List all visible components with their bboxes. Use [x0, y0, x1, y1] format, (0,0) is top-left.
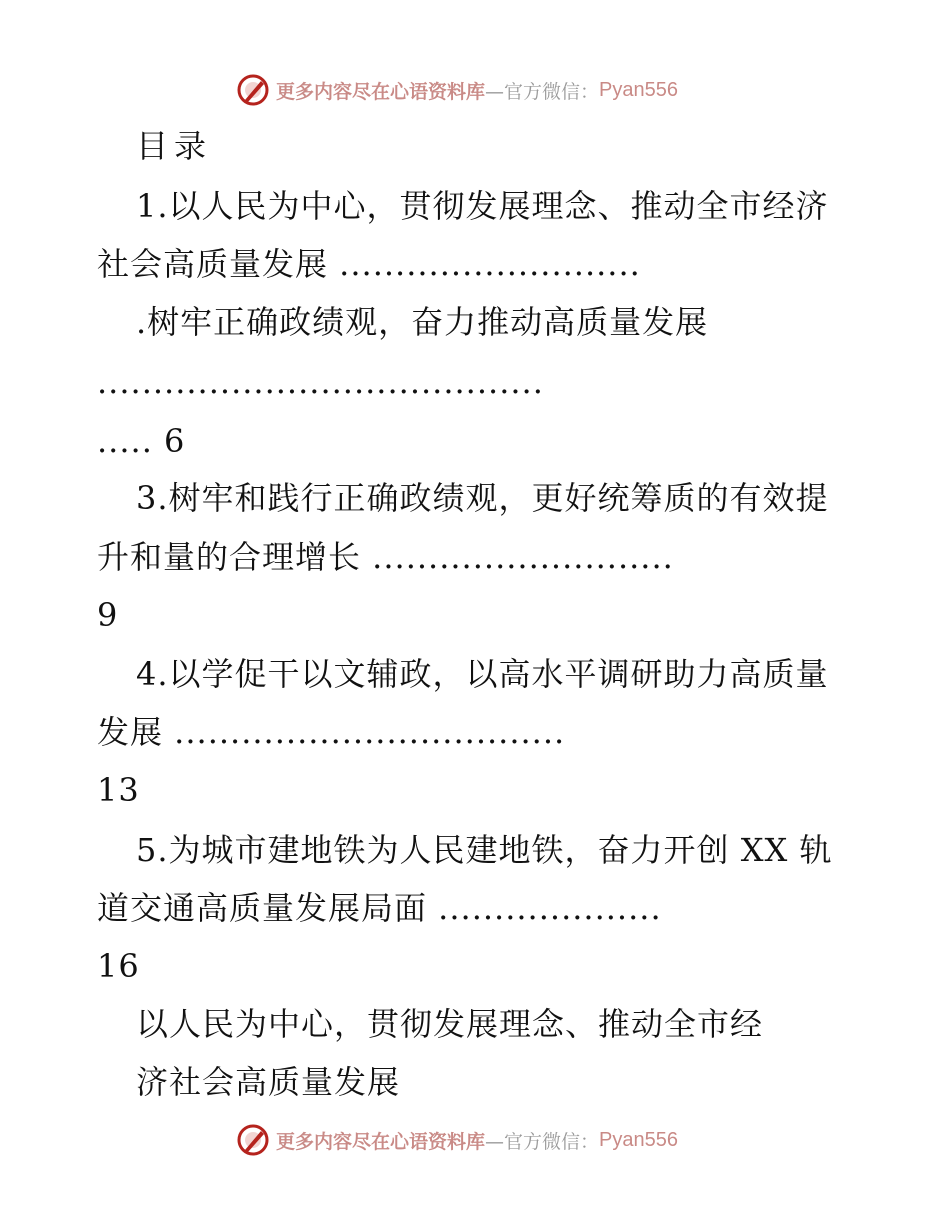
watermark-wechat-id: Pyan556	[599, 1128, 678, 1151]
toc-entry-5-line-3: 16	[97, 947, 140, 985]
toc-entry-3-line-2: 升和量的合理增长 ...........................	[97, 538, 674, 576]
toc-title: 目录	[136, 127, 213, 165]
watermark-wechat-id: Pyan556	[599, 78, 678, 101]
watermark-footer	[236, 1122, 678, 1158]
section-title-line-1: 以人民为中心，贯彻发展理念、推动全市经	[136, 1005, 764, 1043]
toc-entry-1-line-2: 社会高质量发展 ...........................	[97, 245, 641, 283]
toc-entry-3-line-3: 9	[97, 596, 119, 634]
toc-entry-4-line-2: 发展 ...................................	[97, 713, 566, 751]
toc-entry-2-line-2: ........................................	[97, 363, 544, 401]
section-title-line-2: 济社会高质量发展	[136, 1063, 401, 1101]
toc-entry-5-line-1: 5.为城市建地铁为人民建地铁，奋力开创 XX 轨	[136, 831, 833, 869]
watermark-main-text: 更多内容尽在心语资料库	[276, 80, 486, 103]
pen-logo-icon	[236, 1123, 270, 1157]
watermark-header	[236, 72, 678, 108]
toc-entry-2-line-1: .树牢正确政绩观，奋力推动高质量发展	[136, 303, 709, 341]
toc-entry-2-line-3: ..... 6	[97, 422, 186, 460]
toc-entry-3-line-1: 3.树牢和践行正确政绩观，更好统筹质的有效提	[136, 479, 829, 517]
toc-entry-4-line-3: 13	[97, 771, 140, 809]
toc-entry-1-line-1: 1.以人民为中心，贯彻发展理念、推动全市经济	[136, 187, 829, 225]
toc-entry-4-line-1: 4.以学促干以文辅政，以高水平调研助力高质量	[136, 655, 829, 693]
toc-entry-5-line-2: 道交通高质量发展局面 ....................	[97, 889, 662, 927]
watermark-sub-text: —官方微信：	[485, 1130, 600, 1153]
pen-logo-icon	[236, 73, 270, 107]
watermark-main-text: 更多内容尽在心语资料库	[276, 1130, 486, 1153]
watermark-sub-text: —官方微信：	[485, 80, 600, 103]
